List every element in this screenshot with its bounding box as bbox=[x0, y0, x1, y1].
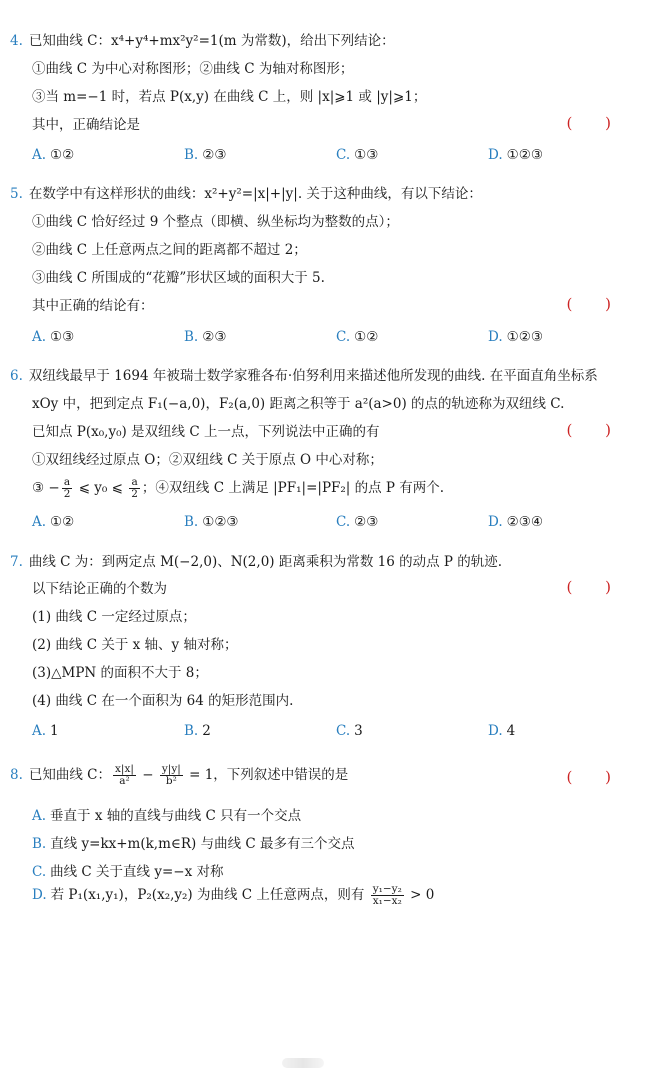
footer-watermark-smudge bbox=[282, 1058, 324, 1068]
problem-6-number: 6. bbox=[10, 368, 23, 384]
problem-5-options bbox=[32, 329, 632, 347]
problem-7-statement-5: (4) 曲线 C 在一个面积为 64 的矩形范围内. bbox=[32, 693, 294, 709]
option-a[interactable]: A. 1 bbox=[32, 723, 59, 739]
option-d[interactable]: D. ②③④ bbox=[488, 514, 543, 530]
answer-bracket: ( ) bbox=[566, 578, 625, 596]
problem-6-options bbox=[32, 514, 632, 532]
answer-bracket: ( ) bbox=[566, 421, 625, 439]
problem-4-number: 4. bbox=[10, 33, 23, 49]
problem-4-statement-3: 其中，正确结论是 bbox=[32, 117, 140, 133]
problem-4-statement-1: ①曲线 C 为中心对称图形；②曲线 C 为轴对称图形； bbox=[32, 61, 354, 77]
option-a[interactable]: A. 垂直于 x 轴的直线与曲线 C 只有一个交点 bbox=[32, 808, 302, 824]
fraction: $\frac{a}{2}$ bbox=[63, 476, 71, 500]
problem-8-number: 8. bbox=[10, 767, 23, 783]
option-b[interactable]: B. ①②③ bbox=[184, 514, 239, 530]
problem-7-statement-2: (1) 曲线 C 一定经过原点； bbox=[32, 609, 196, 625]
option-d[interactable]: D. 4 bbox=[488, 723, 516, 739]
fraction: $\frac{\text{y₁−y₂}}{\text{x₁−x₂}}$ bbox=[372, 883, 402, 907]
problem-6-statement-2: 已知点 P(x₀,y₀) 是双纽线 C 上一点，下列说法中正确的有 bbox=[32, 424, 380, 440]
option-c[interactable]: C. 曲线 C 关于直线 y=−x 对称 bbox=[32, 864, 224, 880]
problem-4-options bbox=[32, 147, 632, 165]
option-d[interactable]: D. ①②③ bbox=[488, 147, 543, 163]
problem-5-statement-4: 其中正确的结论有： bbox=[32, 298, 154, 314]
option-b[interactable]: B. 2 bbox=[184, 723, 211, 739]
option-d[interactable]: D. 若 P₁(x₁,y₁)，P₂(x₂,y₂) 为曲线 C 上任意两点，则有 $\frac{\text{y₁−y₂}}{\text{x₁−x₂}}$ > 0 bbox=[32, 883, 435, 907]
option-d[interactable]: D. ①②③ bbox=[488, 329, 543, 345]
problem-8-stem: 8. 已知曲线 C： $\frac{x|x|}{\text{a²}}$ − $\frac{y|y|}{\text{b²}}$ = 1，下列叙述中错误的是 bbox=[10, 763, 349, 787]
fraction: $\frac{y|y|}{\text{b²}}$ bbox=[161, 763, 181, 787]
problem-6-statement-4: ③ − $\frac{a}{2}$ ⩽ y₀ ⩽ $\frac{a}{2}$ ；④双纽线 C 上满足 |PF₁|=|PF₂| 的点 P 有两个. bbox=[32, 476, 445, 500]
problem-7-options bbox=[32, 723, 632, 741]
problem-7-statement-1: 以下结论正确的个数为 bbox=[32, 581, 167, 597]
problem-7-statement-3: (2) 曲线 C 关于 x 轴、y 轴对称； bbox=[32, 637, 238, 653]
option-c[interactable]: C. ②③ bbox=[336, 514, 379, 530]
option-c[interactable]: C. 3 bbox=[336, 723, 363, 739]
problem-4-stem: 4. 已知曲线 C：x⁴+y⁴+mx²y²=1(m 为常数)，给出下列结论： bbox=[10, 33, 395, 49]
answer-bracket: ( ) bbox=[566, 114, 625, 132]
fraction: $\frac{x|x|}{\text{a²}}$ bbox=[115, 763, 134, 787]
answer-bracket: ( ) bbox=[566, 295, 625, 313]
answer-bracket: ( ) bbox=[566, 768, 625, 786]
problem-5-stem: 5. 在数学中有这样形状的曲线：x²+y²=|x|+|y|. 关于这种曲线，有以下结论： bbox=[10, 186, 482, 202]
problem-7-number: 7. bbox=[10, 554, 23, 570]
problem-5-statement-3: ③曲线 C 所围成的“花瓣”形状区域的面积大于 5. bbox=[32, 270, 325, 286]
option-a[interactable]: A. ①③ bbox=[32, 329, 75, 345]
problem-7-stem: 7. 曲线 C 为：到两定点 M(−2,0)、N(2,0) 距离乘积为常数 16 的动点 P 的轨迹. bbox=[10, 554, 503, 570]
fraction: $\frac{a}{2}$ bbox=[131, 476, 138, 500]
problem-7-statement-4: (3)△MPN 的面积不大于 8； bbox=[32, 665, 208, 681]
option-b[interactable]: B. ②③ bbox=[184, 147, 227, 163]
problem-4-statement-2: ③当 m=−1 时，若点 P(x,y) 在曲线 C 上，则 |x|⩾1 或 |y|⩾1； bbox=[32, 89, 427, 105]
option-a[interactable]: A. ①② bbox=[32, 147, 75, 163]
problem-5-statement-2: ②曲线 C 上任意两点之间的距离都不超过 2； bbox=[32, 242, 307, 258]
option-a[interactable]: A. ①② bbox=[32, 514, 75, 530]
problem-6-statement-3: ①双纽线经过原点 O；②双纽线 C 关于原点 O 中心对称； bbox=[32, 452, 383, 468]
problem-6-stem: 6. 双纽线最早于 1694 年被瑞士数学家雅各布·伯努利用来描述他所发现的曲线. 在平面直角坐标系 bbox=[10, 368, 598, 384]
problem-5-statement-1: ①曲线 C 恰好经过 9 个整点（即横、纵坐标均为整数的点）； bbox=[32, 214, 399, 230]
option-b[interactable]: B. 直线 y=kx+m(k,m∈R) 与曲线 C 最多有三个交点 bbox=[32, 836, 355, 852]
problem-6-statement-1: xOy 中，把到定点 F₁(−a,0)，F₂(a,0) 距离之积等于 a²(a>0) 的点的轨迹称为双纽线 C. bbox=[32, 396, 565, 412]
problem-5-number: 5. bbox=[10, 186, 23, 202]
option-c[interactable]: C. ①② bbox=[336, 329, 379, 345]
option-c[interactable]: C. ①③ bbox=[336, 147, 379, 163]
option-b[interactable]: B. ②③ bbox=[184, 329, 227, 345]
